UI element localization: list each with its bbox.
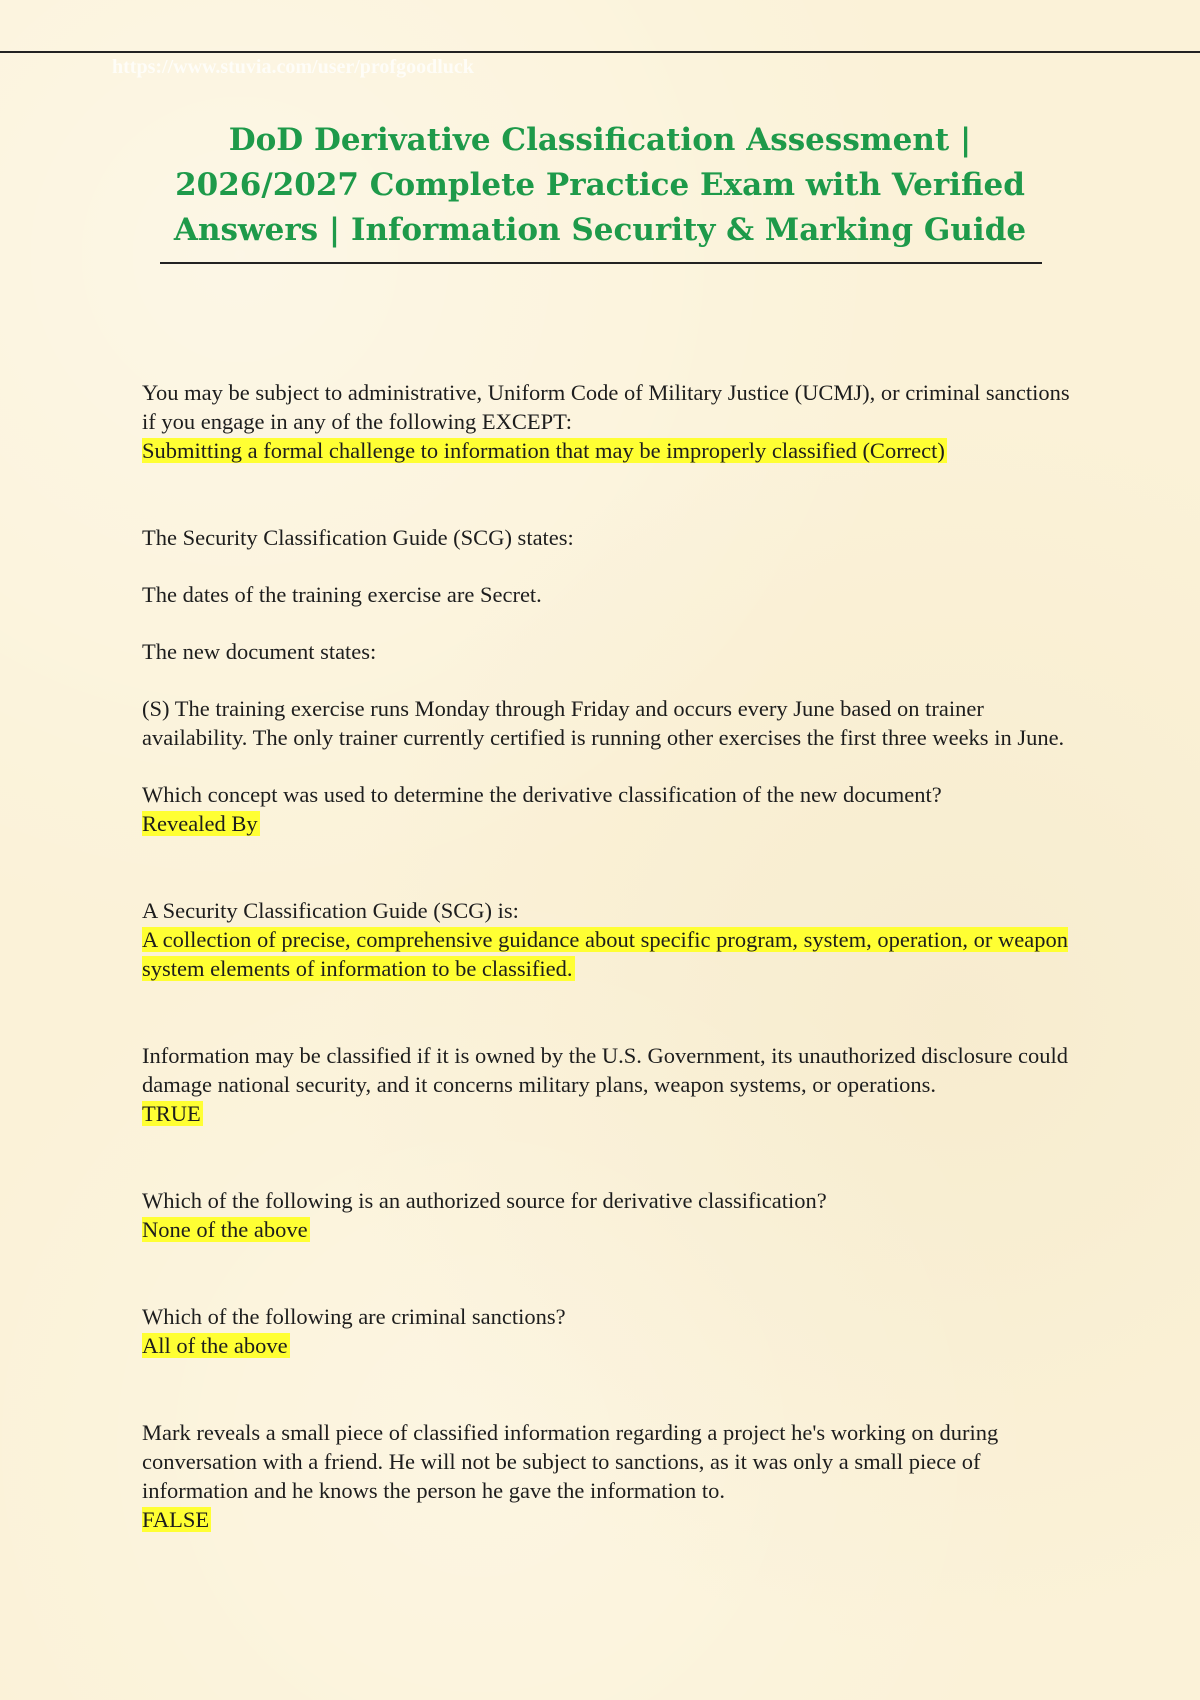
question-text: Which of the following are criminal sanctions? (142, 1304, 566, 1329)
answer-text (142, 809, 1072, 838)
answer-highlight: A collection of precise, comprehensive guidance about specific program, system, operation, or weapon system elements of information to be classified. (142, 927, 1068, 981)
qa-item (142, 1302, 1072, 1360)
doc-intro-text: The new document states: (142, 639, 377, 664)
answer-highlight: FALSE (142, 1507, 210, 1532)
question-text: Mark reveals a small piece of classified information regarding a project he's working on during conversation with a friend. He will not be subject to sanctions, as it was only a small piece of information and he knows the person he gave the information to. (142, 1420, 999, 1503)
question-text: Information may be classified if it is owned by the U.S. Government, its unauthorized disclosure could damage national security, and it concerns military plans, weapon systems, or operations. (142, 1043, 1069, 1097)
qa-item (142, 896, 1072, 983)
question-text: A Security Classification Guide (SCG) is: (142, 898, 519, 923)
question-text: Which concept was used to determine the derivative classification of the new document? (142, 782, 942, 807)
document-title: DoD Derivative Classification Assessment | 2026/2027 Complete Practice Exam with Verified Answers | Information Security & Marking Guide (173, 122, 1027, 248)
qa-list (142, 378, 1072, 1534)
scg-statement-text: The dates of the training exercise are Secret. (142, 582, 542, 607)
qa-item (142, 1418, 1072, 1534)
answer-text (142, 1099, 1072, 1128)
watermark-link[interactable]: https://www.stuvia.com/user/profgoodluck (112, 56, 474, 78)
answer-highlight: TRUE (142, 1101, 201, 1126)
answer-highlight: Revealed By (142, 811, 258, 836)
answer-text (142, 1331, 1072, 1360)
title-underline (160, 262, 1042, 264)
qa-item (142, 523, 1072, 838)
answer-text (142, 1505, 1072, 1534)
answer-text (142, 925, 1072, 983)
scg-intro-text: The Security Classification Guide (SCG) states: (142, 525, 574, 550)
answer-text (142, 436, 1072, 465)
answer-highlight: None of the above (142, 1217, 308, 1242)
header-rule (0, 51, 1200, 53)
answer-text (142, 1215, 1072, 1244)
qa-item (142, 1041, 1072, 1128)
question-text: You may be subject to administrative, Uniform Code of Military Justice (UCMJ), or criminal sanctions if you engage in any of the following EXCEPT: (142, 380, 1070, 434)
doc-statement-text: (S) The training exercise runs Monday through Friday and occurs every June based on trainer availability. The only trainer currently certified is running other exercises the first three weeks in June. (142, 696, 1065, 750)
answer-highlight: All of the above (142, 1333, 288, 1358)
qa-item (142, 1186, 1072, 1244)
answer-highlight: Submitting a formal challenge to information that may be improperly classified (Correct) (142, 438, 945, 463)
question-text: Which of the following is an authorized source for derivative classification? (142, 1188, 827, 1213)
qa-item (142, 378, 1072, 465)
